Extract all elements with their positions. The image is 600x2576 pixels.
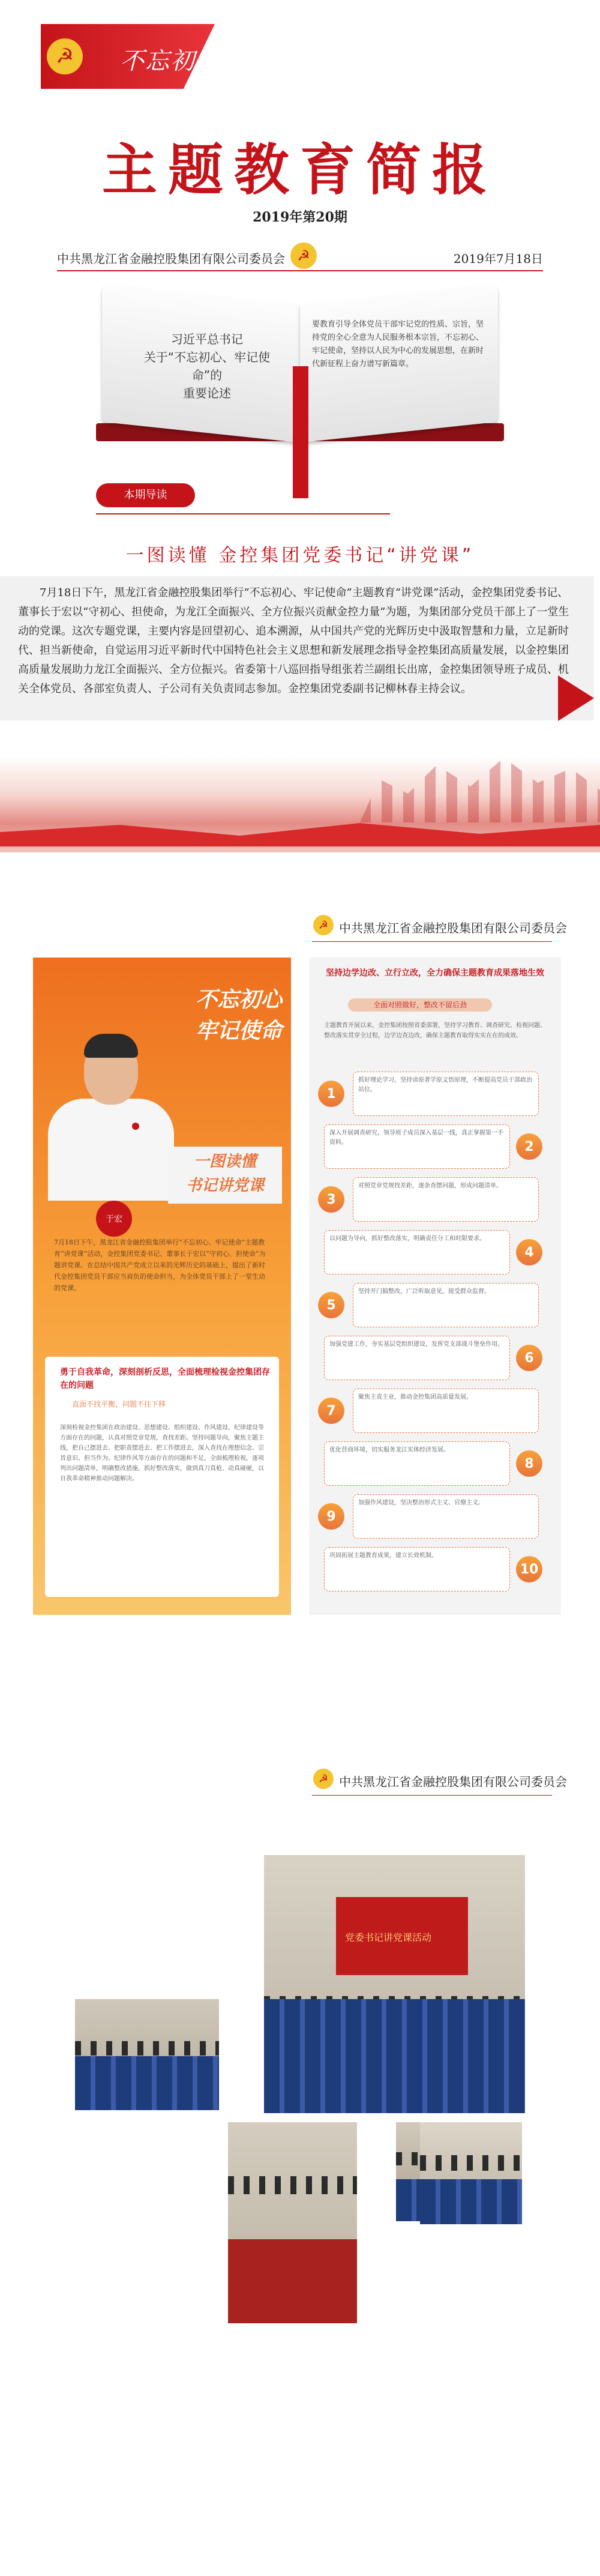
poster-title-line1: 不忘初心 [195, 988, 282, 1012]
portrait-body [48, 1099, 174, 1201]
step-number-badge: 5 [318, 1292, 344, 1318]
party-emblem-small-icon: ☭ [290, 243, 317, 269]
slogan-right: 牢记使命 [245, 47, 346, 75]
publish-date: 2019年7月18日 [453, 252, 543, 266]
poster-subtitle-line1: 一图读懂 [193, 1153, 256, 1171]
poster-intro: 7月18日下午，黑龙江省金融控股集团举行“不忘初心、牢记使命”主题教育“讲党课”活动，金控集团党委书记、董事长于宏以“守初心、担使命”为题讲党课。在总结中国共产党成立以来的光辉历史的基础上，提出了新时代金控集团党员干部应当肩负的使命担当，为全体党员干部上了一堂生动的党课。 [54, 1238, 266, 1292]
step-item: 加强作风建设，坚决整治形式主义、官僚主义。 [353, 1494, 539, 1539]
book-right-text: 要教育引导全体党员干部牢记党的性质、宗旨，坚持党的全心全意为人民服务根本宗旨，不忘初心、牢记使命，坚持以人民为中心的发展思想，在新时代新征程上奋力谱写新篇章。 [312, 320, 484, 369]
step-number-badge: 6 [516, 1345, 542, 1371]
party-emblem-icon: ☭ [47, 38, 83, 74]
step-number-badge: 2 [516, 1133, 542, 1160]
lead-headline: 一图读懂 金控集团党委书记“讲党课” [125, 545, 475, 566]
book-left-line3: 重要论述 [183, 386, 231, 400]
step-item: 优化营商环境，切实服务龙江实体经济发展。 [324, 1441, 510, 1486]
header-slogan [120, 42, 346, 76]
steps-panel-tag: 全面对照做好，整改不留后劲 [348, 998, 492, 1012]
page3-org-name: 中共黑龙江省金融控股集团有限公司委员会 [339, 1775, 567, 1789]
poster-subtitle-line2: 书记讲党课 [185, 1177, 264, 1195]
step-number-badge: 9 [318, 1503, 344, 1530]
step-item: 对照党章党规找差距，逐条查摆问题，形成问题清单。 [353, 1177, 539, 1222]
poster-card-text: 深刻检视金控集团在政治建设、思想建设、组织建设、作风建设、纪律建设等方面存在的问题，认真对照党章党规，查找差距。坚持问题导向，聚焦主题主线，把自己摆进去、把职责摆进去、把工作摆进去，深入查找在理想信念、宗旨意识、担当作为、纪律作风等方面存在的问题和不足，全面梳理检视，逐项列出问题清单，明确整改措施，抓好整改落实，做到真刀真枪、动真碰硬，以自我革命精神推动问题解决。 [60, 1425, 264, 1482]
page2-divider [312, 941, 552, 942]
step-number-badge: 1 [318, 1081, 344, 1107]
photo-audience-2 [228, 2122, 357, 2323]
step-number-badge: 8 [516, 1450, 542, 1477]
lead-paragraph: 7月18日下午，黑龙江省金融控股集团举行“不忘初心、牢记使命”主题教育“讲党课”活动，金控集团党委书记、董事长于宏以“守初心、担使命，为龙江全面振兴、全方位振兴贡献金控力量”为题，为集团部分党员干部上了一堂生动的党课。这次专题党课，主要内容是回望初心、追本溯源，从中国共产党的光辉历史中汲取智慧和力量，立足新时代、担当新使命，自觉运用习近平新时代中国特色社会主义思想和新发展理念指导金控集团高质量发展，以金控集团高质量发展助力龙江全面振兴、全方位振兴。省委第十八巡回指导组张若兰副组长出席，金控集团领导班子成员、机关全体党员、各部室负责人、子公司有关负责同志参加。金控集团党委副书记柳林春主持会议。 [18, 587, 569, 695]
portrait-hair [84, 1034, 138, 1058]
page-title: 主题教育简报 [101, 137, 498, 202]
poster-card-subtitle: 直面不找平衡，问题不往下移 [72, 1400, 166, 1408]
book-ribbon [293, 366, 308, 498]
step-item: 抓好理论学习，坚持读原著学原文悟原理，不断提高党员干部政治站位。 [353, 1072, 539, 1116]
photo-audience-4 [420, 2122, 522, 2224]
slogan-left: 不忘初心 [120, 47, 221, 75]
page3-divider [312, 1795, 552, 1796]
poster-card-title: 勇于自我革命，深刻剖析反思，全面梳理检视金控集团存在的问题 [60, 1368, 270, 1390]
step-item: 聚焦主责主业，推动金控集团高质量发展。 [353, 1389, 539, 1433]
steps-panel-intro: 主题教育开展以来，金控集团按照省委部署，坚持学习教育、调查研究、检视问题、整改落实贯穿全过程，边学边查边改，确保主题教育取得实实在在的成效。 [324, 1022, 546, 1039]
arrow-right-icon [558, 675, 594, 721]
page2-org-name: 中共黑龙江省金融控股集团有限公司委员会 [339, 921, 567, 935]
steps-panel-title: 坚持边学边改、立行立改，全力确保主题教育成果落地生效 [326, 968, 544, 978]
step-item: 坚持开门搞整改，广泛听取意见，接受群众监督。 [353, 1283, 539, 1327]
book-left-line1: 习近平总书记 [171, 332, 243, 346]
party-emblem-icon: ☭ [313, 915, 334, 935]
poster-subtitle [168, 1147, 282, 1204]
photo-lecture-hall [264, 1855, 525, 2113]
photo-audience-1 [75, 1999, 219, 2110]
guide-button[interactable]: 本期导读 [96, 483, 195, 507]
speaker-name-badge: 于宏 [96, 1201, 132, 1237]
issue-number: 2019年第20期 [253, 210, 347, 225]
speaker-portrait [42, 1021, 180, 1201]
book-left-text [138, 330, 276, 402]
step-item: 以问题为导向，抓好整改落实，明确责任分工和时限要求。 [324, 1230, 510, 1274]
step-item: 深入开展调查研究，领导班子成员深入基层一线，真正掌握第一手资料。 [324, 1124, 510, 1169]
step-item: 加强党建工作，夯实基层党组织建设，发挥党支部战斗堡垒作用。 [324, 1336, 510, 1380]
party-emblem-icon: ☭ [313, 1769, 334, 1789]
poster-title-line2: 牢记使命 [195, 1019, 282, 1043]
org-name: 中共黑龙江省金融控股集团有限公司委员会 [57, 252, 285, 266]
step-number-badge: 7 [318, 1398, 344, 1424]
step-number-badge: 10 [516, 1556, 542, 1582]
book-illustration [102, 294, 498, 450]
step-number-badge: 3 [318, 1186, 344, 1213]
photo-screen-text: 党委书记讲党课活动 [345, 1932, 432, 1943]
party-badge-icon [132, 1123, 139, 1130]
step-number-badge: 4 [516, 1239, 542, 1265]
header-divider [57, 270, 543, 271]
step-item: 巩固拓展主题教育成果，建立长效机制。 [324, 1547, 510, 1591]
book-left-line2: 关于“不忘初心、牢记使命”的 [143, 350, 271, 382]
